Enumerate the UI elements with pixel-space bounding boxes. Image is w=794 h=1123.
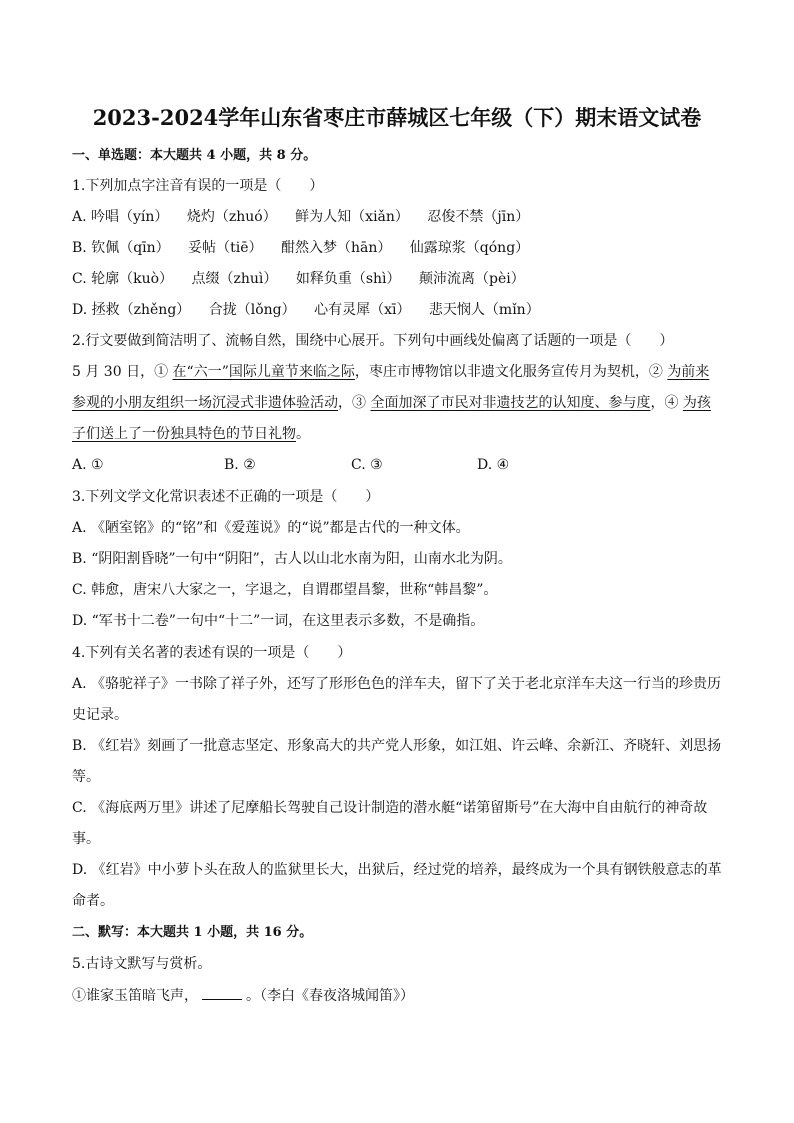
question-2-choice-b: B. ② — [224, 457, 256, 473]
option-d-item-3: 心有灵犀（xī） — [314, 302, 411, 318]
fill-in-blank[interactable] — [202, 985, 242, 1000]
section-header-dictation: 二、默写：本大题共 1 小题，共 16 分。 — [72, 925, 313, 940]
question-3-option-b: B. “阴阳割昏晓”一句中“阴阳”，古人以山北水南为阳，山南水北为阴。 — [72, 551, 512, 567]
option-d-item-1: D. 拯救（zhěng） — [72, 302, 191, 318]
question-3-option-d: D. “军书十二卷”一句中“十二”一词，在这里表示多数，不是确指。 — [72, 613, 485, 629]
underlined-segment-4-cont: 子们送上了一份独具特色的节日礼物 — [72, 426, 296, 442]
passage-text: 。 — [296, 426, 310, 442]
question-4-option-b-line-2: 等。 — [72, 769, 100, 785]
option-a-item-3: 鲜为人知（xiǎn） — [295, 209, 409, 225]
poem-line-suffix: 。（李白《春夜洛城闻笛》） — [246, 988, 414, 1004]
question-1-stem: 1.下列加点字注音有误的一项是（ ） — [72, 178, 324, 194]
option-d-item-4: 悲天悯人（mǐn） — [428, 302, 540, 318]
question-5-line-1 — [72, 985, 414, 1006]
option-c-item-4: 颠沛流离（pèi） — [418, 271, 525, 287]
option-c-item-2: 点缀（zhuì） — [191, 271, 278, 287]
question-2-choice-c: C. ③ — [351, 457, 383, 473]
question-2-choice-d: D. ④ — [477, 457, 510, 473]
option-d-item-2: 合拢（lǒng） — [208, 302, 296, 318]
question-1-option-c — [72, 269, 539, 289]
poem-line-prefix: ①谁家玉笛暗飞声， — [72, 988, 198, 1004]
option-b-item-3: 酣然入梦（hān） — [280, 240, 392, 256]
passage-text: ，枣庄市博物馆以非遗文化服务宣传月为契机，② — [354, 364, 668, 380]
underlined-segment-4: 为孩 — [682, 395, 711, 411]
question-4-option-d-line-2: 命者。 — [72, 893, 114, 909]
question-4-option-b-line-1: B. 《红岩》刻画了一批意志坚定、形象高大的共产党人形象，如江姐、许云峰、余新江、齐晓轩、刘思扬 — [72, 738, 722, 754]
question-5-stem: 5.古诗文默写与赏析。 — [72, 956, 212, 972]
question-2-passage-line-3 — [72, 424, 310, 444]
option-a-item-4: 忍俊不禁（jīn） — [427, 209, 530, 225]
option-a-item-1: A. 吟唱（yín） — [72, 209, 169, 225]
option-b-item-2: 妥帖（tiē） — [188, 240, 263, 256]
underlined-segment-1: 在“六一”国际儿童节来临之际 — [172, 364, 355, 380]
question-1-option-b — [72, 238, 543, 258]
question-4-stem: 4.下列有关名著的表述有误的一项是（ ） — [72, 645, 352, 661]
question-4-option-c-line-2: 事。 — [72, 831, 100, 847]
passage-text: 5 月 30 日，① — [72, 364, 173, 380]
option-b-item-1: B. 钦佩（qīn） — [72, 240, 170, 256]
question-2-passage-line-1 — [72, 362, 709, 382]
exam-title: 2023-2024学年山东省枣庄市薛城区七年级（下）期末语文试卷 — [92, 105, 702, 130]
option-a-item-2: 烧灼（zhuó） — [186, 209, 277, 225]
question-2-stem: 2.行文要做到简洁明了、流畅自然，围绕中心展开。下列句中画线处偏离了话题的一项是（ ） — [72, 333, 674, 349]
question-3-stem: 3.下列文学文化常识表述不正确的一项是（ ） — [72, 489, 380, 505]
underlined-segment-2: 为前来 — [667, 364, 710, 380]
question-4-option-a-line-2: 史记录。 — [72, 707, 128, 723]
question-1-option-a — [72, 207, 543, 227]
section-header-single-choice: 一、单选题：本大题共 4 小题，共 8 分。 — [72, 148, 317, 163]
question-4-option-d-line-1: D. 《红岩》中小萝卜头在敌人的监狱里长大，出狱后，经过党的培养，最终成为一个具有钢铁般意志的革 — [72, 862, 722, 878]
passage-text: ，④ — [650, 395, 683, 411]
option-c-item-3: 如释负重（shì） — [295, 271, 401, 287]
question-2-choice-a: A. ① — [72, 457, 104, 473]
question-2-passage-line-2 — [72, 393, 711, 413]
option-c-item-1: C. 轮廓（kuò） — [72, 271, 174, 287]
underlined-segment-3: 全面加深了市民对非遗技艺的认知度、参与度 — [370, 395, 651, 411]
question-3-option-c: C. 韩愈，唐宋八大家之一，字退之，自谓郡望昌黎，世称“韩昌黎”。 — [72, 582, 498, 598]
option-b-item-4: 仙露琼浆（qóng） — [409, 240, 530, 256]
underlined-segment-2-cont: 参观的小朋友组织一场沉浸式非遗体验活动 — [72, 395, 338, 411]
question-3-option-a: A. 《陋室铭》的“铭”和《爱莲说》的“说”都是古代的一种文体。 — [72, 520, 470, 536]
question-1-option-d — [72, 300, 554, 320]
question-4-option-c-line-1: C. 《海底两万里》讲述了尼摩船长驾驶自己设计制造的潜水艇“诺第留斯号”在大海中自由航行的神奇故 — [72, 800, 708, 816]
passage-text: ，③ — [338, 395, 371, 411]
question-4-option-a-line-1: A. 《骆驼祥子》一书除了祥子外，还写了形形色色的洋车夫，留下了关于老北京洋车夫这一行当的珍贵历 — [72, 676, 722, 692]
